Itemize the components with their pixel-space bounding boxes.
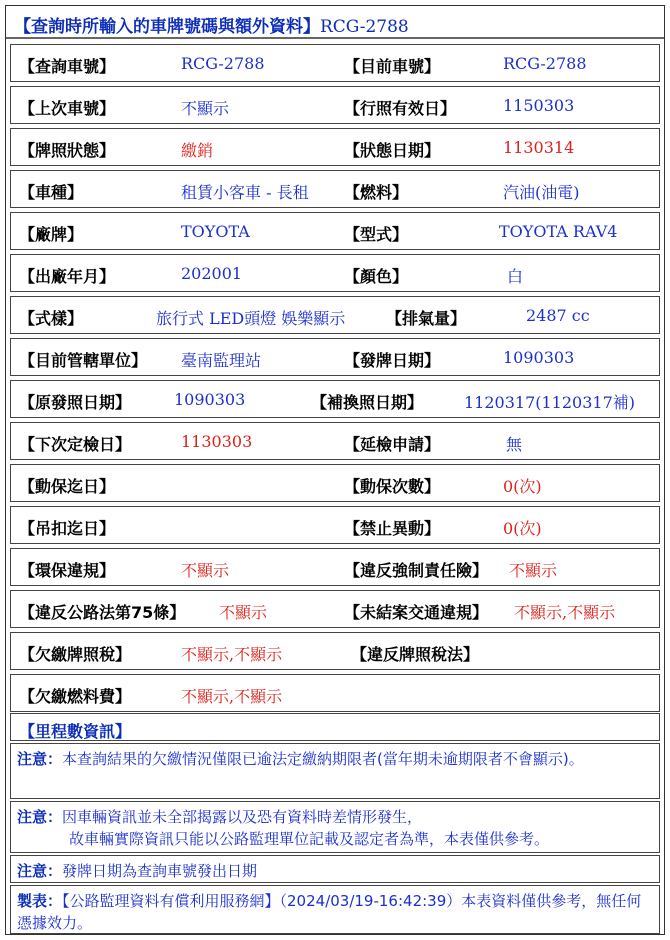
value-next-inspection: 1130303	[181, 432, 253, 451]
note-arrears-tag: 注意：	[17, 750, 63, 768]
value-previous-plate: 不顯示	[181, 99, 230, 118]
label-open-traffic-violation: 【未結案交通違規】	[344, 603, 489, 622]
label-color: 【顏色】	[344, 267, 409, 286]
row-suspension	[10, 506, 660, 544]
value-plate-status: 繳銷	[181, 141, 214, 160]
row-original-license-date	[10, 380, 660, 418]
row-jurisdiction	[10, 338, 660, 376]
value-unpaid-fuel-fee: 不顯示,不顯示	[181, 687, 283, 706]
note-issue-date	[10, 855, 660, 883]
value-fuel: 汽油(油電)	[503, 183, 580, 202]
note-disclaimer	[10, 801, 660, 853]
label-unpaid-fuel-fee: 【欠繳燃料費】	[19, 687, 132, 706]
value-insurance-violation: 不顯示	[509, 561, 558, 580]
label-query-plate: 【查詢車號】	[19, 57, 116, 76]
footer-source	[10, 885, 660, 934]
note-disclaimer-line1: 因車輛資訊並未全部揭露以及恐有資料時差情形發生，	[62, 808, 423, 826]
value-replacement-date: 1120317(1120317補)	[464, 393, 636, 412]
note-arrears	[10, 743, 660, 799]
report-title	[6, 6, 664, 39]
label-issue-date: 【發牌日期】	[344, 351, 441, 370]
label-environmental-violation: 【環保違規】	[19, 561, 116, 580]
value-model: TOYOTA RAV4	[499, 222, 618, 241]
title-plate: RCG-2788	[320, 17, 409, 37]
value-highway-act-violation: 不顯示	[219, 603, 268, 622]
note-disclaimer-line2: 故車輛實際資訊只能以公路監理單位記載及認定者為準，本表僅供參考。	[69, 830, 550, 848]
label-model: 【型式】	[344, 225, 409, 244]
label-replacement-date: 【補換照日期】	[311, 393, 424, 412]
note-issue-date-tag: 注意：	[17, 862, 63, 880]
row-previous-plate	[10, 86, 660, 124]
row-query-plate	[10, 44, 660, 82]
label-license-tax-violation: 【違反牌照稅法】	[351, 645, 480, 664]
label-manufacture-date: 【出廠年月】	[19, 267, 116, 286]
label-style: 【式樣】	[19, 309, 84, 328]
label-suspension-end: 【吊扣迄日】	[19, 519, 116, 538]
value-brand: TOYOTA	[181, 222, 250, 241]
row-fuel-fee	[10, 674, 660, 712]
value-original-license-date: 1090303	[174, 390, 246, 409]
value-environmental-violation: 不顯示	[181, 561, 230, 580]
value-open-traffic-violation: 不顯示,不顯示	[514, 603, 616, 622]
row-vehicle-type	[10, 170, 660, 208]
label-insurance-violation: 【違反強制責任險】	[344, 561, 489, 580]
row-manufacture-date	[10, 254, 660, 292]
label-previous-plate: 【上次車號】	[19, 99, 116, 118]
value-status-date: 1130314	[503, 138, 575, 157]
row-next-inspection	[10, 422, 660, 460]
row-plate-status	[10, 128, 660, 166]
value-transfer-ban: 0(次)	[503, 519, 542, 538]
footer-source-tag: 製表：	[17, 892, 63, 910]
label-transfer-ban: 【禁止異動】	[344, 519, 441, 538]
value-unpaid-license-tax: 不顯示,不顯示	[181, 645, 283, 664]
row-highway-act	[10, 590, 660, 628]
label-original-license-date: 【原發照日期】	[19, 393, 132, 412]
note-arrears-text: 本查詢結果的欠繳情況僅限已逾法定繳納期限者(當年期未逾期限者不會顯示)。	[62, 750, 584, 768]
value-chattel-mortgage-count: 0(次)	[503, 477, 542, 496]
label-plate-status: 【牌照狀態】	[19, 141, 116, 160]
footer-source-text: 【公路監理資料有償利用服務網】（2024/03/19-16:42:39）本表資料僅供參考，無任何憑據效力。	[17, 892, 642, 932]
label-jurisdiction: 【目前管轄單位】	[19, 351, 148, 370]
value-license-valid: 1150303	[503, 96, 575, 115]
value-vehicle-type: 租賃小客車 - 長租	[181, 183, 309, 202]
label-license-valid: 【行照有效日】	[344, 99, 457, 118]
value-query-plate: RCG-2788	[181, 54, 265, 73]
row-chattel-mortgage	[10, 464, 660, 502]
value-inspection-extension: 無	[506, 435, 523, 454]
label-next-inspection: 【下次定檢日】	[19, 435, 132, 454]
row-environmental	[10, 548, 660, 586]
note-disclaimer-tag: 注意：	[17, 808, 63, 826]
value-displacement: 2487 cc	[526, 306, 590, 325]
label-chattel-mortgage-count: 【動保次數】	[344, 477, 441, 496]
label-status-date: 【狀態日期】	[344, 141, 441, 160]
note-issue-date-text: 發牌日期為查詢車號發出日期	[62, 862, 258, 880]
row-license-tax	[10, 632, 660, 670]
label-fuel: 【燃料】	[344, 183, 409, 202]
label-chattel-mortgage-end: 【動保迄日】	[19, 477, 116, 496]
label-unpaid-license-tax: 【欠繳牌照稅】	[19, 645, 132, 664]
value-jurisdiction: 臺南監理站	[181, 351, 262, 370]
value-manufacture-date: 202001	[181, 264, 243, 283]
mileage-section-title: 【里程數資訊】	[10, 713, 660, 741]
row-style	[10, 296, 660, 334]
row-brand	[10, 212, 660, 250]
label-highway-act-violation: 【違反公路法第75條】	[19, 603, 186, 622]
title-text: 【查詢時所輸入的車牌號碼與額外資料】	[14, 17, 320, 37]
report-frame	[5, 5, 665, 935]
value-current-plate: RCG-2788	[503, 54, 587, 73]
label-current-plate: 【目前車號】	[344, 57, 441, 76]
value-style: 旅行式 LED頭燈 娛樂顯示	[156, 309, 346, 328]
label-vehicle-type: 【車種】	[19, 183, 84, 202]
label-displacement: 【排氣量】	[386, 309, 467, 328]
label-inspection-extension: 【延檢申請】	[344, 435, 441, 454]
value-issue-date: 1090303	[503, 348, 575, 367]
label-brand: 【廠牌】	[19, 225, 84, 244]
value-color: 白	[507, 267, 524, 286]
